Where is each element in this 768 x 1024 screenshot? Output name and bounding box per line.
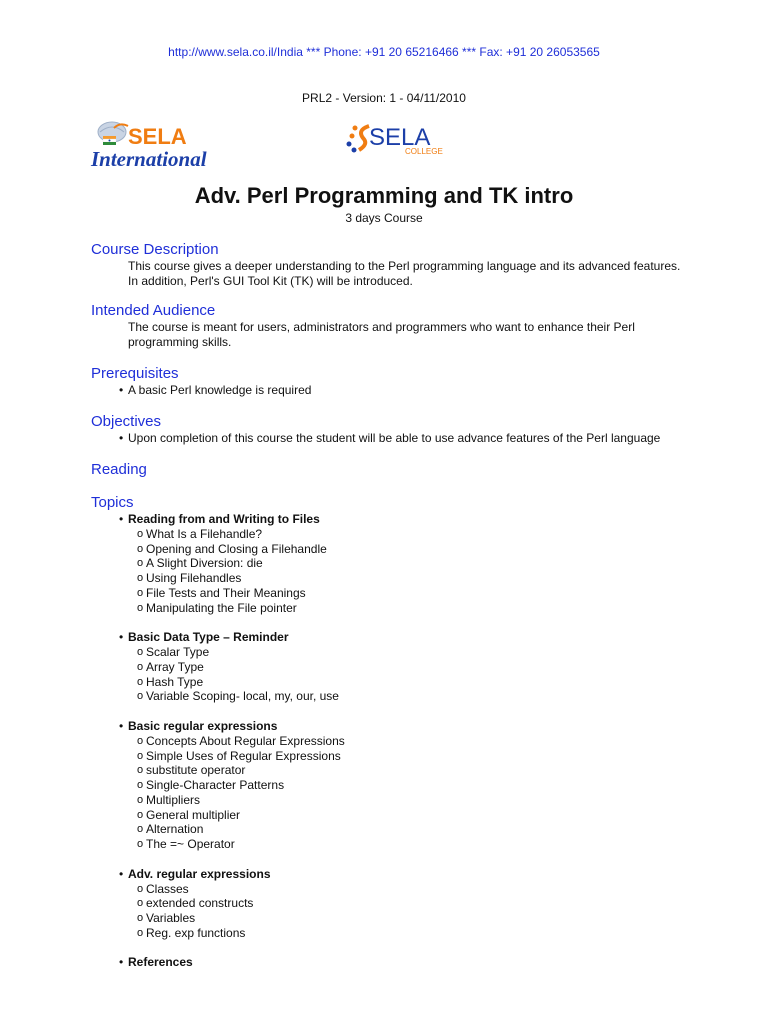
heading-intended-audience: Intended Audience	[91, 302, 216, 319]
course-title: Adv. Perl Programming and TK intro	[194, 183, 574, 208]
subtopic-item: o Alternation	[137, 822, 681, 837]
topic-title: Adv. regular expressions	[128, 866, 271, 881]
prerequisites-list	[91, 383, 681, 398]
subtopic-item: o Using Filehandles	[137, 571, 681, 586]
course-description-text: This course gives a deeper understanding to the Perl programming language and its advanced features. In addition, Perl's GUI Tool Kit (TK) will be introduced.	[128, 259, 681, 288]
subtopic-item: o File Tests and Their Meanings	[137, 586, 681, 601]
heading-objectives: Objectives	[91, 413, 162, 430]
subtopic-list	[128, 527, 681, 615]
subtopic-item: o extended constructs	[137, 896, 681, 911]
logo-college-word2: COLLEGE	[405, 147, 443, 156]
subtopic-item: o Single-Character Patterns	[137, 778, 681, 793]
contact-line[interactable]: http://www.sela.co.il/India *** Phone: +91 20 65216466 *** Fax: +91 20 26053565	[168, 45, 600, 59]
subtopic-item: o Classes	[137, 882, 681, 897]
topic-title: Basic regular expressions	[128, 719, 278, 734]
heading-reading: Reading	[91, 461, 147, 478]
subtopic-list	[128, 645, 681, 704]
heading-prerequisites: Prerequisites	[91, 365, 179, 382]
topic-title: Basic Data Type – Reminder	[128, 630, 289, 645]
topic-item	[119, 719, 681, 867]
course-duration: 3 days Course	[345, 211, 423, 225]
subtopic-item: o Multipliers	[137, 793, 681, 808]
subtopic-item: o Concepts About Regular Expressions	[137, 734, 681, 749]
topic-item	[119, 512, 681, 630]
logo-intl-word2: International	[91, 147, 207, 171]
topic-item	[119, 630, 681, 719]
subtopic-list	[128, 882, 681, 941]
sela-international-logo	[90, 118, 208, 172]
heading-topics: Topics	[91, 494, 134, 511]
subtopic-item: o What Is a Filehandle?	[137, 527, 681, 542]
subtopic-item: o A Slight Diversion: die	[137, 556, 681, 571]
subtopic-item: o Manipulating the File pointer	[137, 601, 681, 616]
course-content	[91, 240, 681, 970]
subtopic-item: o Scalar Type	[137, 645, 681, 660]
sela-college-logo	[345, 118, 460, 160]
topic-item	[119, 867, 681, 956]
subtopic-item: o Variable Scoping- local, my, our, use	[137, 689, 681, 704]
subtopic-item: o Array Type	[137, 660, 681, 675]
heading-course-description: Course Description	[91, 241, 219, 258]
topics-list	[91, 512, 681, 970]
subtopic-item: o General multiplier	[137, 808, 681, 823]
logo-college-word1: SELA	[369, 124, 431, 151]
intended-audience-text: The course is meant for users, administrators and programmers who want to enhance their Perl programming skills.	[128, 320, 635, 349]
subtopic-item: o substitute operator	[137, 763, 681, 778]
topic-title: Reading from and Writing to Files	[128, 512, 320, 526]
version-line: PRL2 - Version: 1 - 04/11/2010	[302, 91, 466, 105]
subtopic-item: o Simple Uses of Regular Expressions	[137, 749, 681, 764]
list-item: • A basic Perl knowledge is required	[119, 383, 681, 398]
subtopic-item: o Variables	[137, 911, 681, 926]
subtopic-item: o Hash Type	[137, 675, 681, 690]
subtopic-item: o The =~ Operator	[137, 837, 681, 852]
topic-title: References	[128, 955, 193, 970]
list-item: • Upon completion of this course the student will be able to use advance features of the Perl language	[119, 431, 681, 446]
objectives-list	[91, 431, 681, 446]
topic-item	[119, 955, 681, 970]
logo-intl-word1: SELA	[128, 124, 187, 149]
subtopic-list	[128, 734, 681, 852]
subtopic-item: o Opening and Closing a Filehandle	[137, 542, 681, 557]
subtopic-item: o Reg. exp functions	[137, 926, 681, 941]
